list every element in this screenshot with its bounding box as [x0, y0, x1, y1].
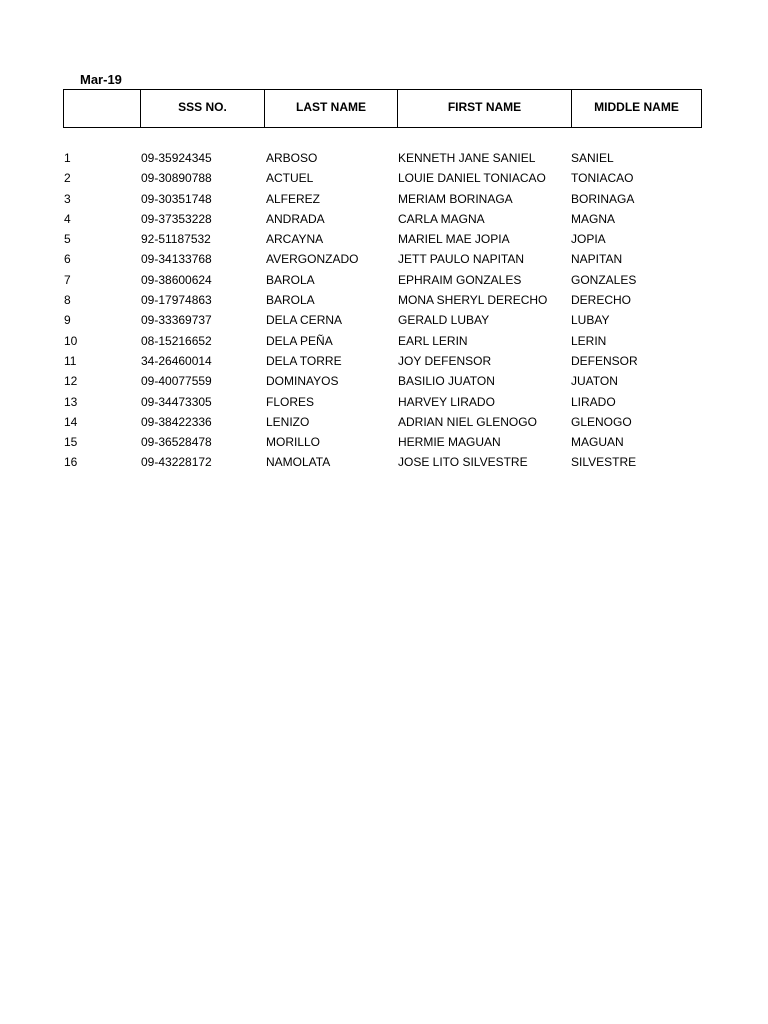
- middle-name: LIRADO: [571, 394, 616, 409]
- sss-number: 09-34133768: [141, 252, 212, 267]
- first-name: MARIEL MAE JOPIA: [398, 232, 510, 247]
- last-name: MORILLO: [266, 435, 321, 450]
- header-number: [64, 90, 141, 127]
- middle-name: MAGNA: [571, 211, 616, 226]
- date-label: Mar-19: [80, 72, 122, 87]
- middle-name: LERIN: [571, 333, 607, 348]
- table-row: [0, 251, 768, 271]
- header-middle-name: MIDDLE NAME: [594, 100, 679, 114]
- row-number: 10: [64, 333, 78, 348]
- middle-name: SANIEL: [571, 151, 614, 165]
- row-number: 1: [64, 151, 71, 165]
- last-name: ANDRADA: [266, 211, 325, 226]
- middle-name: LUBAY: [571, 313, 610, 328]
- row-number: 14: [64, 414, 78, 429]
- last-name: DOMINAYOS: [266, 374, 339, 389]
- sss-number: 09-38600624: [141, 272, 212, 287]
- sss-number: 09-40077559: [141, 374, 212, 389]
- last-name: DELA PEÑA: [266, 333, 333, 348]
- sss-number: 09-34473305: [141, 394, 212, 409]
- row-number: 3: [64, 191, 71, 206]
- sss-number: 08-15216652: [141, 333, 212, 348]
- row-number: 12: [64, 374, 78, 389]
- first-name: JOY DEFENSOR: [398, 353, 492, 368]
- first-name: MONA SHERYL DERECHO: [398, 293, 548, 308]
- first-name: CARLA MAGNA: [398, 211, 485, 226]
- table-row: [0, 191, 768, 211]
- first-name: JOSE LITO SILVESTRE: [398, 455, 528, 470]
- sss-number: 09-37353228: [141, 211, 212, 226]
- first-name: EARL LERIN: [398, 333, 468, 348]
- sss-number: 09-30890788: [141, 171, 212, 186]
- middle-name: JUATON: [571, 374, 618, 389]
- first-name: ADRIAN NIEL GLENOGO: [398, 414, 537, 429]
- header-sss-no: SSS NO.: [141, 90, 265, 127]
- sss-number: 09-38422336: [141, 414, 212, 429]
- last-name: LENIZO: [266, 414, 310, 429]
- last-name: ALFEREZ: [266, 191, 321, 206]
- sss-number: 09-17974863: [141, 293, 212, 308]
- table-row: [0, 414, 768, 434]
- last-name: DELA CERNA: [266, 313, 343, 328]
- table-row: [0, 454, 768, 474]
- last-name: NAMOLATA: [266, 455, 331, 470]
- last-name: ARBOSO: [266, 151, 318, 165]
- last-name: BAROLA: [266, 293, 315, 308]
- table-row: [0, 373, 768, 393]
- last-name: ACTUEL: [266, 171, 314, 186]
- first-name: EPHRAIM GONZALES: [398, 272, 522, 287]
- first-name: HARVEY LIRADO: [398, 394, 495, 409]
- table-row: [0, 292, 768, 312]
- first-name: KENNETH JANE SANIEL: [398, 151, 536, 165]
- table-row: [0, 394, 768, 414]
- sss-number: 09-43228172: [141, 455, 212, 470]
- row-number: 9: [64, 313, 71, 328]
- first-name: HERMIE MAGUAN: [398, 435, 501, 450]
- row-number: 7: [64, 272, 71, 287]
- middle-name: MAGUAN: [571, 435, 624, 450]
- sss-number: 09-30351748: [141, 191, 212, 206]
- last-name: AVERGONZADO: [266, 252, 359, 267]
- sss-number: 09-35924345: [141, 151, 212, 165]
- table-row: [0, 353, 768, 373]
- table-row: [0, 312, 768, 332]
- row-number: 8: [64, 293, 71, 308]
- last-name: DELA TORRE: [266, 353, 342, 368]
- first-name: GERALD LUBAY: [398, 313, 490, 328]
- first-name: JETT PAULO NAPITAN: [398, 252, 525, 267]
- sss-number: 09-33369737: [141, 313, 212, 328]
- middle-name: DERECHO: [571, 293, 632, 308]
- middle-name: JOPIA: [571, 232, 606, 247]
- table-row: [0, 434, 768, 454]
- row-number: 13: [64, 394, 78, 409]
- table-body: [0, 150, 768, 475]
- middle-name: SILVESTRE: [571, 455, 637, 470]
- middle-name: DEFENSOR: [571, 353, 638, 368]
- table-row: [0, 150, 768, 170]
- middle-name: TONIACAO: [571, 171, 634, 186]
- sss-number: 09-36528478: [141, 435, 212, 450]
- header-last-name: LAST NAME: [265, 90, 398, 127]
- row-number: 16: [64, 455, 78, 470]
- table-row: [0, 211, 768, 231]
- first-name: BASILIO JUATON: [398, 374, 495, 389]
- table-header: [63, 89, 702, 128]
- middle-name: GLENOGO: [571, 414, 632, 429]
- last-name: ARCAYNA: [266, 232, 324, 247]
- sss-number: 34-26460014: [141, 353, 212, 368]
- row-number: 6: [64, 252, 71, 267]
- first-name: MERIAM BORINAGA: [398, 191, 513, 206]
- sss-number: 92-51187532: [141, 232, 211, 247]
- table-row: [0, 333, 768, 353]
- last-name: BAROLA: [266, 272, 315, 287]
- row-number: 15: [64, 435, 78, 450]
- row-number: 11: [64, 353, 77, 368]
- row-number: 2: [64, 171, 71, 186]
- middle-name: BORINAGA: [571, 191, 635, 206]
- table-row: [0, 231, 768, 251]
- row-number: 4: [64, 211, 71, 226]
- middle-name: GONZALES: [571, 272, 637, 287]
- middle-name: NAPITAN: [571, 252, 623, 267]
- table-row: [0, 170, 768, 190]
- row-number: 5: [64, 232, 71, 247]
- first-name: LOUIE DANIEL TONIACAO: [398, 171, 546, 186]
- table-row: [0, 272, 768, 292]
- last-name: FLORES: [266, 394, 315, 409]
- header-first-name: FIRST NAME: [398, 90, 572, 127]
